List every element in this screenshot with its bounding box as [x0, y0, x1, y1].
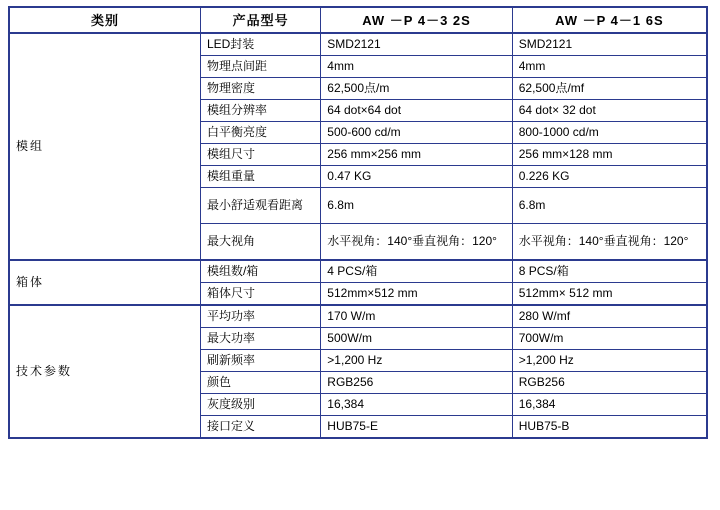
row-value-model-1: 170 W/m [321, 305, 512, 328]
row-item-label: 物理密度 [200, 78, 320, 100]
header-model-aw-p4-32s: AW －P 4－3 2S [321, 7, 512, 33]
header-category: 类别 [9, 7, 200, 33]
row-value-model-2: 700W/m [512, 327, 707, 349]
row-value-model-2: 6.8m [512, 188, 707, 224]
row-item-label: 颜色 [200, 371, 320, 393]
row-value-model-1: 64 dot×64 dot [321, 100, 512, 122]
row-value-model-2: 水平视角：140°垂直视角：120° [512, 224, 707, 260]
row-item-label: 最小舒适观看距离 [200, 188, 320, 224]
header-product-model: 产品型号 [200, 7, 320, 33]
table-row [9, 33, 707, 56]
row-value-model-2: 4mm [512, 56, 707, 78]
row-item-label: 物理点间距 [200, 56, 320, 78]
row-item-label: 刷新频率 [200, 349, 320, 371]
row-item-label: 接口定义 [200, 415, 320, 438]
row-value-model-2: 16,384 [512, 393, 707, 415]
specification-table [8, 6, 708, 439]
row-value-model-2: 512mm× 512 mm [512, 282, 707, 305]
header-model-aw-p4-16s: AW －P 4－1 6S [512, 7, 707, 33]
table-head [9, 7, 707, 33]
row-value-model-2: 64 dot× 32 dot [512, 100, 707, 122]
row-value-model-2: 62,500点/mf [512, 78, 707, 100]
row-value-model-1: 0.47 KG [321, 166, 512, 188]
row-value-model-2: 8 PCS/箱 [512, 260, 707, 283]
row-item-label: 模组数/箱 [200, 260, 320, 283]
row-value-model-1: 4mm [321, 56, 512, 78]
row-item-label: 模组尺寸 [200, 144, 320, 166]
row-value-model-1: 500-600 cd/m [321, 122, 512, 144]
row-item-label: 平均功率 [200, 305, 320, 328]
row-value-model-2: >1,200 Hz [512, 349, 707, 371]
row-value-model-1: 500W/m [321, 327, 512, 349]
row-value-model-1: SMD2121 [321, 33, 512, 56]
table-body [9, 33, 707, 438]
category-cell-cabinet: 箱体 [9, 260, 200, 305]
row-value-model-1: RGB256 [321, 371, 512, 393]
row-value-model-2: 280 W/mf [512, 305, 707, 328]
row-value-model-2: SMD2121 [512, 33, 707, 56]
row-item-label: 模组分辨率 [200, 100, 320, 122]
row-value-model-1: 256 mm×256 mm [321, 144, 512, 166]
row-item-label: 箱体尺寸 [200, 282, 320, 305]
row-item-label: 灰度级别 [200, 393, 320, 415]
row-value-model-2: 0.226 KG [512, 166, 707, 188]
table-header-row [9, 7, 707, 33]
row-value-model-2: 256 mm×128 mm [512, 144, 707, 166]
row-value-model-1: >1,200 Hz [321, 349, 512, 371]
row-value-model-1: 6.8m [321, 188, 512, 224]
table-row [9, 305, 707, 328]
category-cell-module: 模组 [9, 33, 200, 260]
row-value-model-2: HUB75-B [512, 415, 707, 438]
row-item-label: 最大功率 [200, 327, 320, 349]
row-value-model-1: HUB75-E [321, 415, 512, 438]
category-cell-tech-params: 技术参数 [9, 305, 200, 438]
row-value-model-1: 水平视角：140°垂直视角：120° [321, 224, 512, 260]
row-item-label: 白平衡亮度 [200, 122, 320, 144]
row-value-model-1: 16,384 [321, 393, 512, 415]
row-item-label: 模组重量 [200, 166, 320, 188]
row-value-model-2: RGB256 [512, 371, 707, 393]
row-item-label: LED封装 [200, 33, 320, 56]
row-value-model-1: 62,500点/m [321, 78, 512, 100]
row-value-model-1: 4 PCS/箱 [321, 260, 512, 283]
table-row [9, 260, 707, 283]
row-value-model-2: 800-1000 cd/m [512, 122, 707, 144]
row-item-label: 最大视角 [200, 224, 320, 260]
row-value-model-1: 512mm×512 mm [321, 282, 512, 305]
